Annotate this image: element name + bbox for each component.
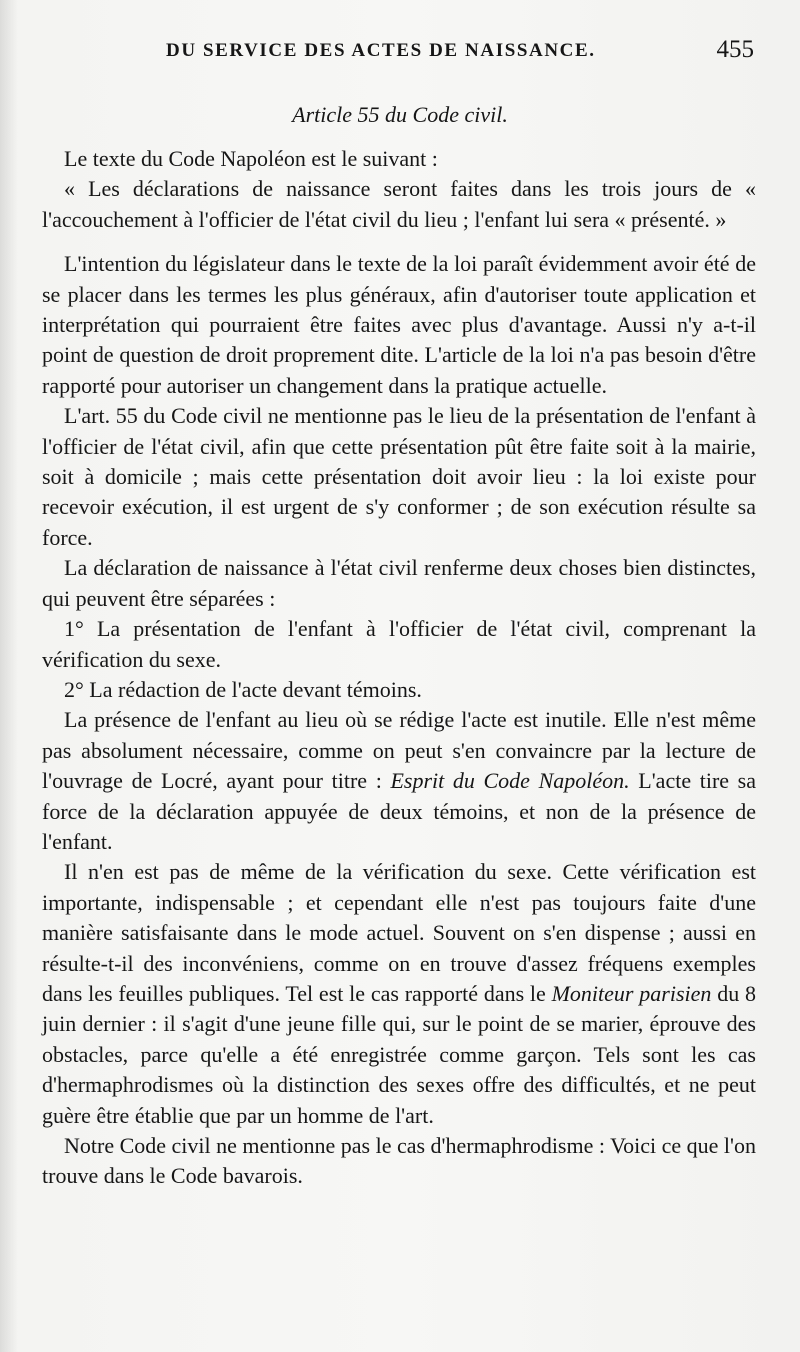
paragraph-quote: « Les déclarations de naissance seront faites dans les trois jours de « l'accouchement à l'officier de l'état civil du lieu ; l'enfant lui sera « présenté. » (42, 176, 756, 232)
page-number: 455 (716, 36, 754, 63)
paragraph-intention: L'intention du législateur dans le texte de la loi paraît évidemment avoir été de se placer dans les termes les plus généraux, afin d'autoriser toute application et interprétation qui pourraient être faites avec plus d'avantage. Aussi n'y a-t-il point de question de droit proprement dite. L'article de la loi n'a pas besoin d'être rapporté pour autoriser un changement dans la pratique actuelle. (42, 251, 756, 398)
sex-text-start: Il n'en est pas de même de la vérification du sexe. Cette vérification est importante, indispensable ; et cependant elle n'est pas toujours faite d'une manière satisfaisante dans le mode actuel. Souvent on s'en dispense ; aussi en résulte-t-il des inconvéniens, comme on en trouve d'assez fréquens exemples dans les feuilles publiques. Tel est le cas rapporté dans le (42, 859, 756, 1006)
paragraph-point-1: 1° La présentation de l'enfant à l'officier de l'état civil, comprenant la vérification du sexe. (42, 616, 756, 672)
paragraph-declaration: La déclaration de naissance à l'état civil renferme deux choses bien distinctes, qui peuvent être séparées : (42, 555, 756, 611)
presence-text-end: L'acte tire sa force de la déclaration appuyée de deux témoins, et non de la présence de l'enfant. (42, 768, 756, 854)
paragraph-sex-verification (42, 857, 756, 1131)
presence-text-start: La présence de l'enfant au lieu où se rédige l'acte est inutile. Elle n'est même pas absolument nécessaire, comme on peut s'en convaincre par la lecture de l'ouvrage de Locré, ayant pour titre : (42, 707, 756, 794)
paragraph-presence (42, 705, 756, 857)
sex-text-end: du 8 juin dernier : il s'agit d'une jeune fille qui, sur le point de se marier, éprouve des obstacles, parce qu'elle a été enregistrée comme garçon. Tels sont les cas d'hermaphrodismes où la distinction des sexes offre des difficultés, et ne peut guère être établie que par un homme de l'art. (42, 980, 756, 1128)
paragraph-intro: Le texte du Code Napoléon est le suivant : (64, 146, 438, 171)
page-header (40, 34, 754, 74)
article-title: Article 55 du Code civil. (292, 102, 508, 127)
paragraph-final: Notre Code civil ne mentionne pas le cas d'hermaphrodisme : Voici ce que l'on trouve dans le Code bavarois. (42, 1133, 756, 1189)
paragraph-article-55: L'art. 55 du Code civil ne mentionne pas le lieu de la présentation de l'enfant à l'officier de l'état civil, afin que cette présentation pût être faite soit à la mairie, soit à domicile ; mais cette présentation doit avoir lieu : la loi existe pour recevoir exécution, il est urgent de s'y conformer ; de son exécution résulte sa force. (42, 403, 756, 550)
body-text (42, 144, 756, 1192)
book-title: Esprit du Code Napoléon. (390, 768, 630, 794)
journal-title: Moniteur parisien (551, 980, 712, 1006)
running-title: DU SERVICE DES ACTES DE NAISSANCE. (166, 40, 596, 61)
paragraph-point-2: 2° La rédaction de l'acte devant témoins. (64, 676, 422, 702)
